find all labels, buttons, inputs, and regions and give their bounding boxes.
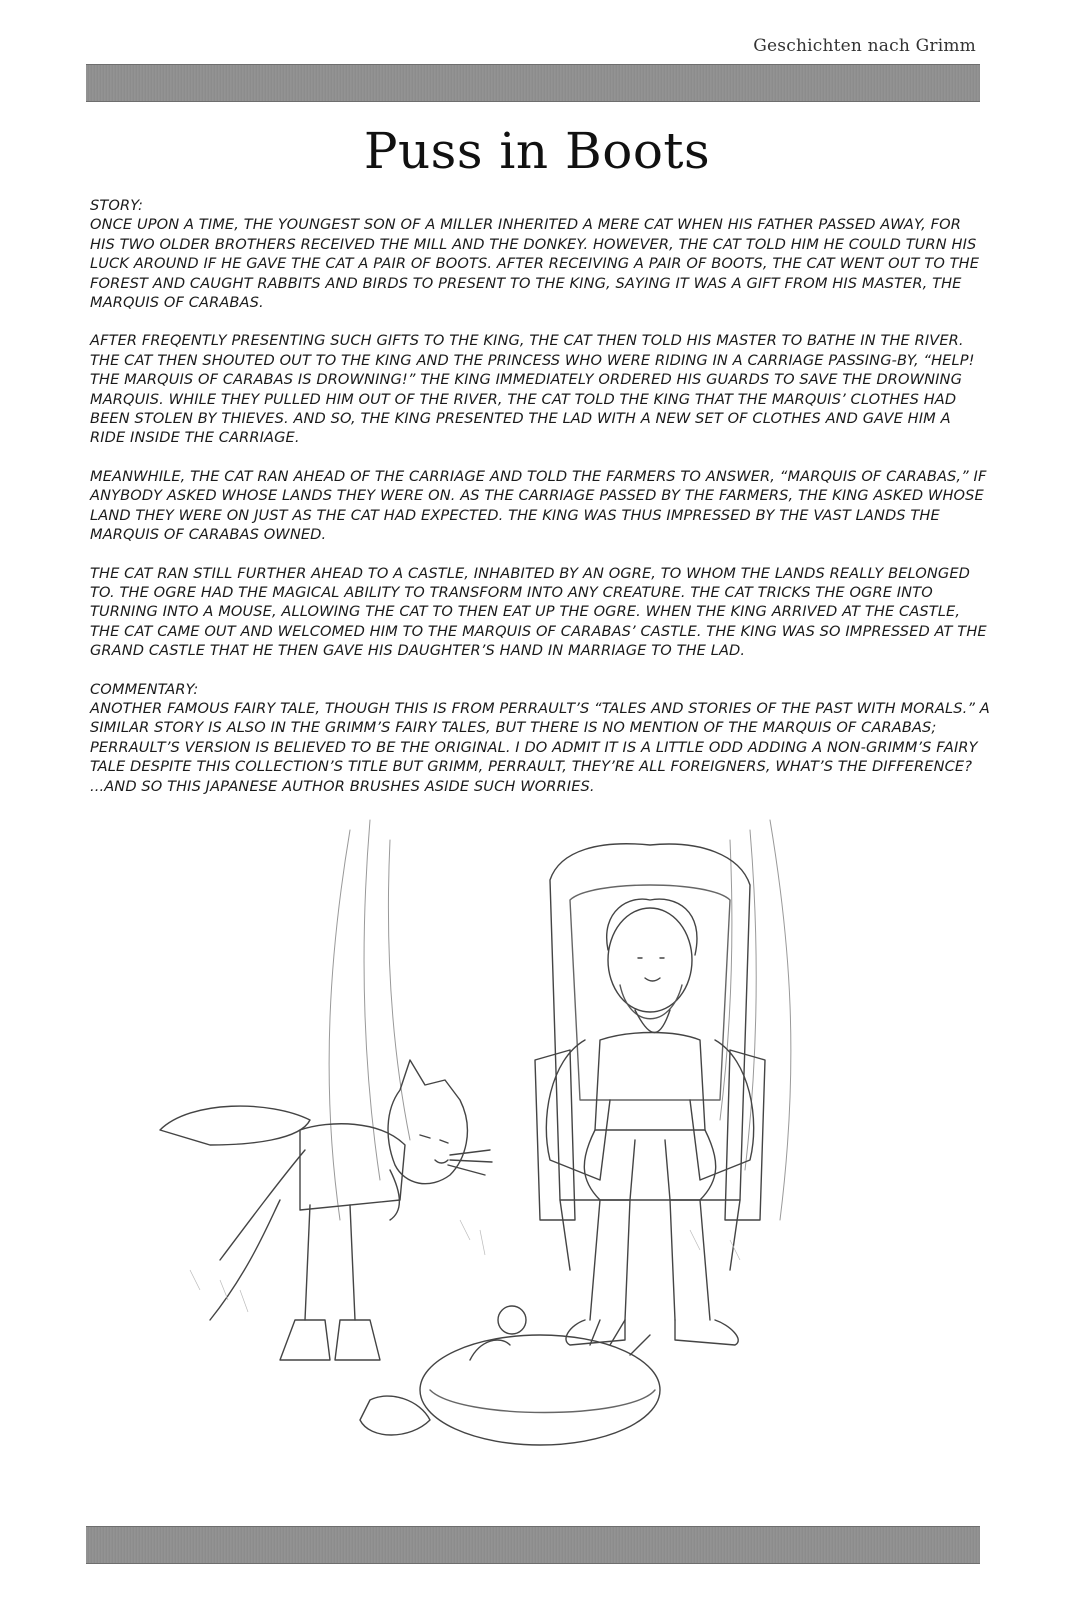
- story-paragraph: ONCE UPON A TIME, THE YOUNGEST SON OF A MILLER INHERITED A MERE CAT WHEN HIS FATHER PASSED AWAY, FOR HIS TWO OLDER BROTHERS RECEIVED THE MILL AND THE DONKEY. HOWEVER, THE CAT TOLD HIM HE COULD TURN HIS LUCK AROUND IF HE GAVE THE CAT A PAIR OF BOOTS. AFTER RECEIVING A PAIR OF BOOTS, THE CAT WENT OUT TO THE FOREST AND CAUGHT RABBITS AND BIRDS TO PRESENT TO THE KING, SAYING IT WAS A GIFT FROM HIS MASTER, THE MARQUIS OF CARABAS.: [90, 216, 980, 312]
- cat-figure: [160, 1060, 492, 1360]
- article-body: [90, 196, 990, 815]
- story-label: STORY:: [90, 197, 143, 214]
- illustration-sketch: [130, 800, 970, 1520]
- story-paragraph: AFTER FREQENTLY PRESENTING SUCH GIFTS TO THE KING, THE CAT THEN TOLD HIS MASTER TO BATHE IN THE RIVER. THE CAT THEN SHOUTED OUT TO THE KING AND THE PRINCESS WHO WERE RIDING IN A CARRIAGE PASSING-BY, “HELP! THE MARQUIS OF CARABAS IS DROWNING!” THE KING IMMEDIATELY ORDERED HIS GUARDS TO SAVE THE DROWNING MARQUIS. WHILE THEY PULLED HIM OUT OF THE RIVER, THE CAT TOLD THE KING THAT THE MARQUIS’ CLOTHES HAD BEEN STOLEN BY THIEVES. AND SO, THE KING PRESENTED THE LAD WITH A NEW SET OF CLOTHES AND GAVE HIM A RIDE INSIDE THE CARRIAGE.: [90, 332, 975, 447]
- game-basket: [360, 1306, 660, 1445]
- curtain-drape: [329, 820, 791, 1220]
- commentary-paragraph: ANOTHER FAMOUS FAIRY TALE, THOUGH THIS IS FROM PERRAULT’S “TALES AND STORIES OF THE PAST WITH MORALS.” A SIMILAR STORY IS ALSO IN THE GRIMM’S FAIRY TALES, BUT THERE IS NO MENTION OF THE MARQUIS OF CARABAS; PERRAULT’S VERSION IS BELIEVED TO BE THE ORIGINAL. I DO ADMIT IT IS A LITTLE ODD ADDING A NON-GRIMM’S FAIRY TALE DESPITE THIS COLLECTION’S TITLE BUT GRIMM, PERRAULT, THEY’RE ALL FOREIGNERS, WHAT’S THE DIFFERENCE? ...AND SO THIS JAPANESE AUTHOR BRUSHES ASIDE SUCH WORRIES.: [90, 699, 990, 795]
- header-band: [86, 64, 980, 102]
- story-paragraph: THE CAT RAN STILL FURTHER AHEAD TO A CASTLE, INHABITED BY AN OGRE, TO WHOM THE LANDS REALLY BELONGED TO. THE OGRE HAD THE MAGICAL ABILITY TO TRANSFORM INTO ANY CREATURE. THE CAT TRICKS THE OGRE INTO TURNING INTO A MOUSE, ALLOWING THE CAT TO THEN EAT UP THE OGRE. WHEN THE KING ARRIVED AT THE CASTLE, THE CAT CAME OUT AND WELCOMED HIM TO THE MARQUIS OF CARABAS’ CASTLE. THE KING WAS SO IMPRESSED AT THE GRAND CASTLE THAT HE THEN GAVE HIS DAUGHTER’S HAND IN MARRIAGE TO THE LAD.: [90, 564, 987, 660]
- commentary-label: COMMENTARY:: [90, 680, 199, 698]
- footer-band: [86, 1526, 980, 1564]
- story-illustration: [130, 800, 970, 1520]
- story-paragraph: MEANWHILE, THE CAT RAN AHEAD OF THE CARRIAGE AND TOLD THE FARMERS TO ANSWER, “MARQUIS OF CARABAS,” IF ANYBODY ASKED WHOSE LANDS THEY WERE ON. AS THE CARRIAGE PASSED BY THE FARMERS, THE KING ASKED WHOSE LAND THEY WERE ON JUST AS THE CAT HAD EXPECTED. THE KING WAS THUS IMPRESSED BY THE VAST LANDS THE MARQUIS OF CARABAS OWNED.: [90, 467, 987, 544]
- running-header: Geschichten nach Grimm: [753, 36, 976, 56]
- page-title: Puss in Boots: [363, 122, 711, 180]
- king-figure: [546, 899, 753, 1345]
